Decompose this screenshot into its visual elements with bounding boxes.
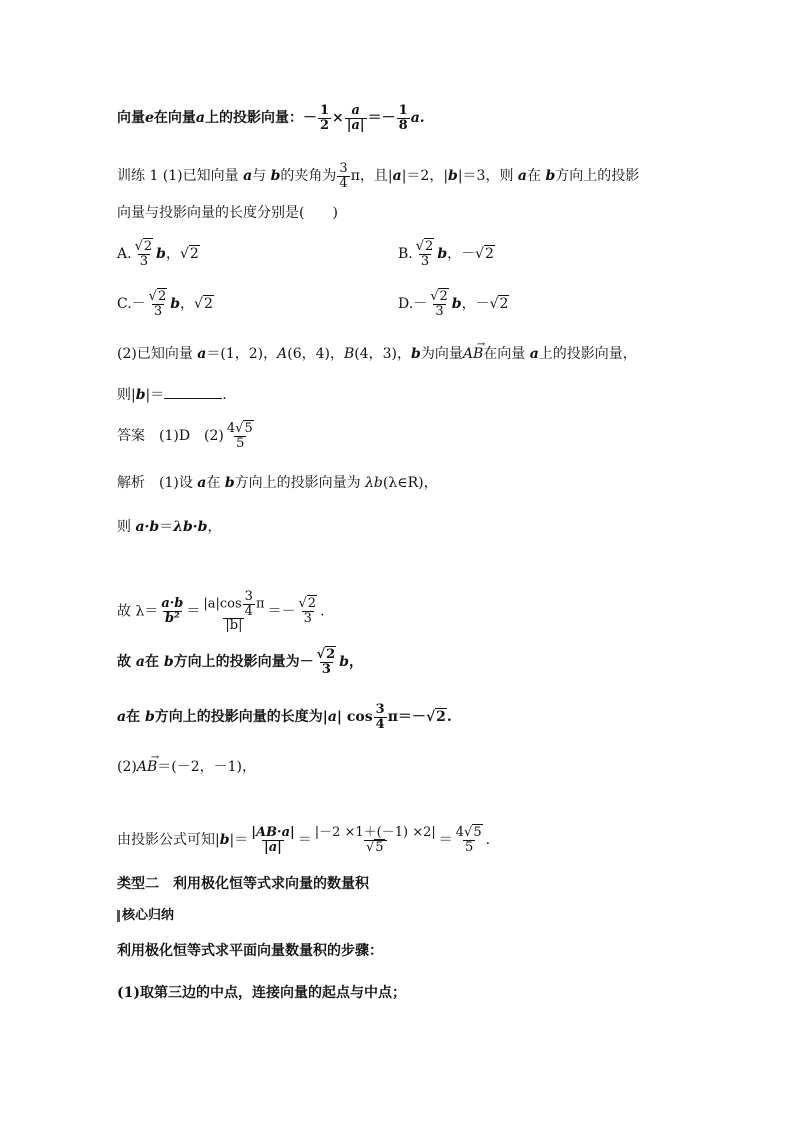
- fraction-three-quarters: $\frac{3}{4}$: [339, 161, 348, 191]
- solution-line-4: 故 a在 b方向上的投影向量为－ $\frac{√2}{3}$ b，: [117, 647, 364, 677]
- fraction-one-eighth: $\frac{1}{8}$: [398, 103, 408, 133]
- exercise-question-2: (2)已知向量 a＝(1，2)，A(6，4)，B(4，3)，b为向量AB → 在向量 a上的投影向量，: [117, 339, 637, 362]
- fraction-unit-vector: $\frac{a}{|a|}$: [346, 103, 365, 133]
- fraction-sqrt2-over-3: $\frac{√2}{3}$: [134, 239, 153, 269]
- option-d[interactable]: D.－ $\frac{√2}{3}$ b，－√2: [398, 289, 509, 319]
- fraction-one-half: $\frac{1}{2}$: [320, 103, 330, 133]
- fraction-three-quarters: $\frac{3}{4}$: [375, 702, 385, 732]
- core-summary-tag: 核心归纳: [117, 909, 174, 922]
- fraction-ab-over-b2: $\frac{a\cdot b}{\text{b²}}$: [161, 596, 184, 626]
- answer-line: 答案 (1)D (2) $\frac{4√5}{5}$: [117, 422, 257, 450]
- solution-line-2: 则 a·b＝λb·b，: [117, 519, 222, 535]
- section-bar-icon: [117, 910, 120, 922]
- fraction-three-quarters: $\frac{3}{4}$: [244, 589, 253, 619]
- section-heading: 类型二 利用极化恒等式求向量的数量积: [117, 876, 369, 892]
- line-projection-result: 向量e在向量a上的投影向量：－ $\frac{1}{2}$ × $\frac{a}{|a|}$ ＝－ $\frac{1}{8}$ a.: [117, 103, 425, 133]
- solution-line-1: 解析 (1)设 a在 b方向上的投影向量为 λb(λ∈R)，: [117, 475, 438, 491]
- option-b[interactable]: B. $\frac{√2}{3}$ b，－√2: [398, 239, 494, 269]
- option-c[interactable]: C.－ $\frac{√2}{3}$ b，√2: [117, 289, 213, 319]
- fraction-4sqrt5-over-5: $\frac{4√5}{5}$: [455, 825, 482, 855]
- answer-blank[interactable]: [164, 386, 222, 399]
- exercise-question-2-blank: 则|b|＝ .: [117, 387, 227, 403]
- option-a[interactable]: A. $\frac{√2}{3}$ b，√2: [117, 239, 199, 269]
- steps-title: 利用极化恒等式求平面向量数量积的步骤：: [117, 943, 383, 959]
- exercise-question-1: 训练 1 (1)已知向量 a与 b的夹角为 $\frac{3}{4}$ π，且|a|＝2，|b|＝3，则 a在 b方向上的投影: [117, 161, 640, 191]
- solution-line-6: (2)AB → ＝(－2，－1)，: [117, 752, 256, 775]
- vector-ab: AB →: [136, 752, 160, 775]
- fraction-sqrt2-over-3: $\frac{√2}{3}$: [316, 647, 336, 677]
- step-1: (1)取第三边的中点，连接向量的起点与中点；: [117, 985, 406, 1001]
- fraction-sqrt2-over-3: $\frac{√2}{3}$: [148, 289, 167, 319]
- solution-line-3: 故 λ＝ $\frac{a\cdot b}{\text{b²}}$ ＝ |a|cos $\frac{3}{4}$ π |b| ＝－ $\frac{√2}{3}$ .: [117, 589, 325, 634]
- fraction-4sqrt5-over-5: $\frac{4√5}{5}$: [226, 421, 253, 451]
- fraction-numeric-over-sqrt5: $\frac{|-2 \times 1+(-1) \times 2|}{√5}$: [314, 825, 436, 855]
- fraction-sqrt2-over-3: $\frac{√2}{3}$: [430, 289, 448, 319]
- solution-line-7: 由投影公式可知|b|＝ $\frac{|AB\cdot a|}{|a|}$ ＝ $\frac{|-2 \times 1+(-1) \times 2|}{√5}$ ＝ $\frac{4√5}{5}$ .: [117, 825, 491, 855]
- fraction-sqrt2-over-3: $\frac{√2}{3}$: [415, 239, 434, 269]
- vector-ab: AB →: [462, 339, 486, 362]
- exercise-question-1-cont: 向量与投影向量的长度分别是( ): [117, 205, 338, 221]
- fraction-acos-over-b: |a|cos $\frac{3}{4}$ π |b|: [203, 589, 265, 634]
- fraction-ab-dot-a-over-a: $\frac{|AB\cdot a|}{|a|}$: [251, 825, 295, 855]
- fraction-sqrt2-over-3: $\frac{√2}{3}$: [298, 596, 317, 626]
- solution-line-5: a在 b方向上的投影向量的长度为|a| cos $\frac{3}{4}$ π＝－√2.: [117, 702, 452, 732]
